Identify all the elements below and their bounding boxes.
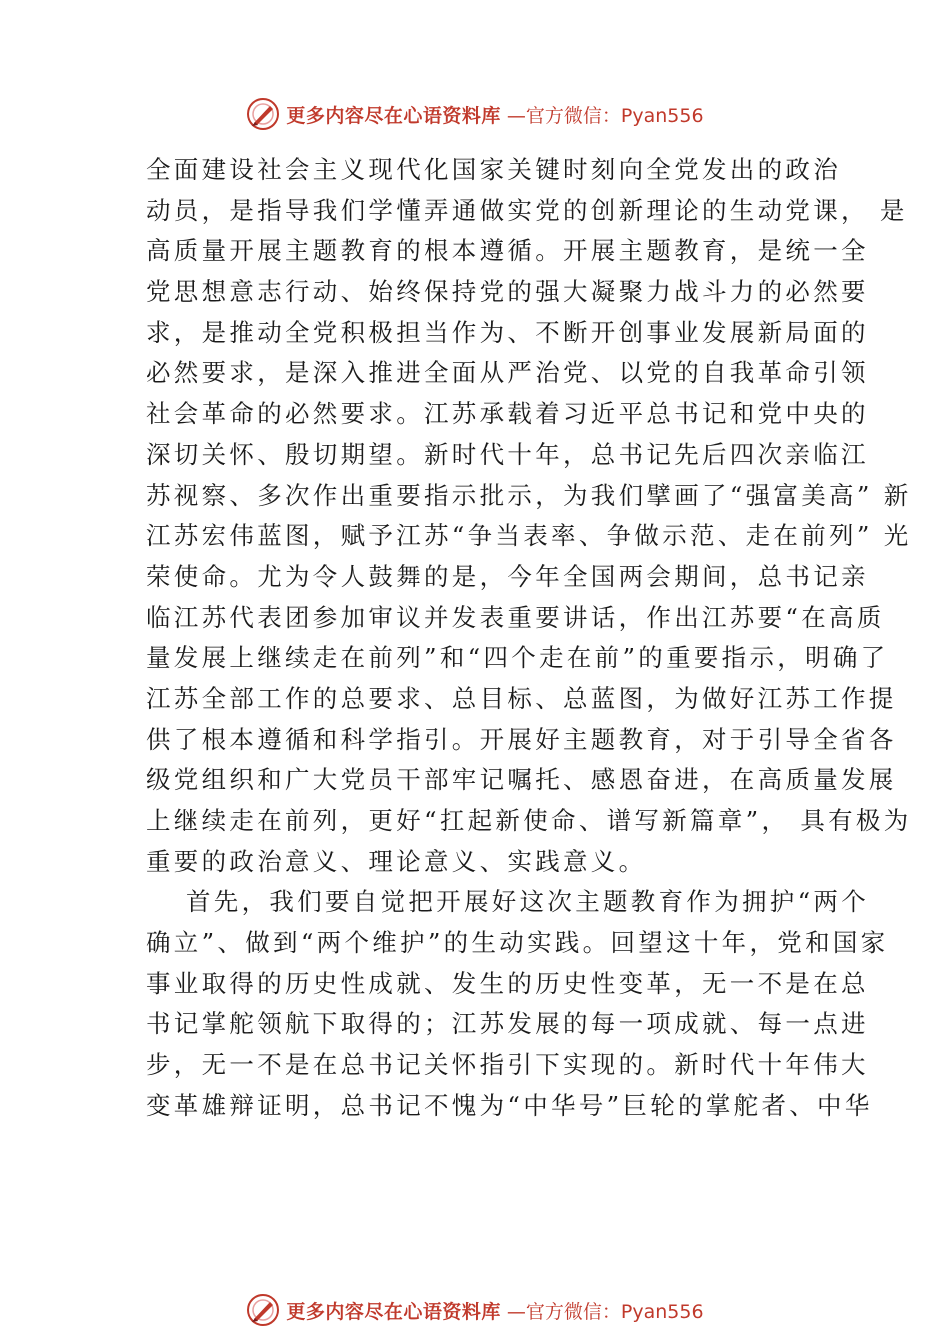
body-line: 步，无一不是在总书记关怀指引下实现的。新时代十年伟大	[146, 1050, 869, 1080]
body-line: 动员，是指导我们学懂弄通做实党的创新理论的生动党课， 是	[146, 195, 908, 225]
body-line: 重要的政治意义、理论意义、实践意义。	[146, 846, 647, 876]
watermark-wechat-text: —官方微信：Pyan556	[506, 1300, 704, 1323]
brush-logo-icon	[246, 1293, 280, 1327]
watermark-brand-text: 更多内容尽在心语资料库	[286, 104, 501, 127]
body-line: 变革雄辩证明，总书记不愧为“中华号”巨轮的掌舵者、中华	[146, 1090, 873, 1120]
body-line: 级党组织和广大党员干部牢记嘱托、感恩奋进，在高质量发展	[146, 765, 897, 795]
body-line: 求，是推动全党积极担当作为、不断开创事业发展新局面的	[146, 317, 869, 347]
body-line: 江苏全部工作的总要求、总目标、总蓝图，为做好江苏工作提	[146, 683, 897, 713]
watermark-wechat-text: —官方微信：Pyan556	[506, 104, 704, 127]
footer-watermark	[0, 1290, 950, 1330]
body-line: 临江苏代表团参加审议并发表重要讲话，作出江苏要“在高质	[146, 602, 885, 632]
body-line: 书记掌舵领航下取得的；江苏发展的每一项成就、每一点进	[146, 1009, 869, 1039]
body-line: 荣使命。尤为令人鼓舞的是，今年全国两会期间，总书记亲	[146, 561, 869, 591]
header-watermark	[0, 94, 950, 134]
body-line: 江苏宏伟蓝图，赋予江苏“争当表率、争做示范、走在前列” 光	[146, 521, 912, 551]
body-line: 社会革命的必然要求。江苏承载着习近平总书记和党中央的	[146, 399, 869, 429]
body-line: 量发展上继续走在前列”和“四个走在前”的重要指示，明确了	[146, 643, 889, 673]
body-line: 必然要求，是深入推进全面从严治党、以党的自我革命引领	[146, 358, 869, 388]
body-line: 事业取得的历史性成就、发生的历史性变革，无一不是在总	[146, 968, 869, 998]
body-line: 上继续走在前列，更好“扛起新使命、谱写新篇章”， 具有极为	[146, 806, 912, 835]
body-line: 高质量开展主题教育的根本遵循。开展主题教育，是统一全	[146, 236, 869, 266]
brush-logo-icon	[246, 97, 280, 131]
body-line: 苏视察、多次作出重要指示批示，为我们擘画了“强富美高” 新	[146, 480, 912, 510]
watermark-brand-text: 更多内容尽在心语资料库	[286, 1300, 501, 1323]
body-line: 供了根本遵循和科学指引。开展好主题教育，对于引导全省各	[146, 724, 897, 754]
body-line: 党思想意志行动、始终保持党的强大凝聚力战斗力的必然要	[146, 277, 869, 307]
document-body	[146, 150, 912, 1127]
body-line: 深切关怀、殷切期望。新时代十年，总书记先后四次亲临江	[146, 439, 869, 469]
paragraph-start-line: 首先，我们要自觉把开展好这次主题教育作为拥护“两个	[186, 887, 870, 917]
body-line: 全面建设社会主义现代化国家关键时刻向全党发出的政治	[146, 155, 841, 184]
body-line: 确立”、做到“两个维护”的生动实践。回望这十年，党和国家	[146, 928, 889, 958]
